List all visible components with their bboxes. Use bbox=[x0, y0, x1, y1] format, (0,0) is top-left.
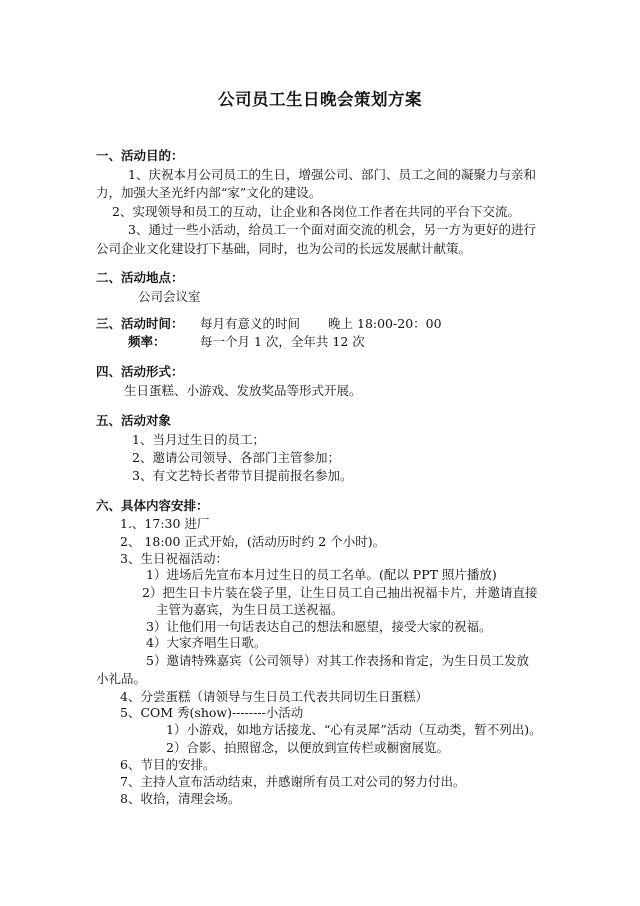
section-heading-schedule: 六、具体内容安排： bbox=[96, 498, 209, 513]
frequency-label: 频率： bbox=[128, 334, 166, 349]
list-item: 4、分尝蛋糕（请领导与生日员工代表共同切生日蛋糕） bbox=[120, 689, 428, 704]
time-description bbox=[200, 315, 442, 333]
sub-list-item-continued: 小礼品。 bbox=[96, 671, 147, 686]
list-item: 5、COM 秀(show)--------小活动 bbox=[120, 705, 304, 720]
paragraph-line: 生日蛋糕、小游戏、发放奖品等形式开展。 bbox=[124, 383, 362, 398]
list-item: 1、当月过生日的员工； bbox=[132, 432, 265, 447]
section-heading-location: 二、活动地点： bbox=[96, 270, 184, 285]
paragraph-line: 2、实现领导和员工的互动，让企业和各岗位工作者在共同的平台下交流。 bbox=[112, 204, 520, 219]
time-value-text: 晚上 18:00-20：00 bbox=[328, 316, 442, 331]
list-item: 3、生日祝福活动： bbox=[120, 551, 228, 566]
section-heading-time: 三、活动时间： bbox=[96, 316, 184, 331]
section-heading-format: 四、活动形式： bbox=[96, 364, 184, 379]
location-text: 公司会议室 bbox=[138, 289, 201, 304]
paragraph-line: 力，加强大圣光纤内部“家”文化的建设。 bbox=[96, 185, 322, 200]
sub-list-item: 1）进场后先宣布本月过生日的员工名单。(配以 PPT 照片播放) bbox=[146, 567, 497, 582]
list-item: 7、主持人宣布活动结束，并感谢所有员工对公司的努力付出。 bbox=[120, 774, 466, 789]
sub-list-item: 4）大家齐唱生日歌。 bbox=[146, 635, 267, 650]
paragraph-line: 1、庆祝本月公司员工的生日，增强公司、部门、员工之间的凝聚力与亲和 bbox=[128, 167, 536, 182]
paragraph-line: 公司企业文化建设打下基础，同时，也为公司的长远发展献计献策。 bbox=[96, 241, 472, 256]
list-item: 8、收拾，清理会场。 bbox=[120, 791, 241, 806]
section-heading-audience: 五、活动对象 bbox=[96, 413, 172, 428]
document-title: 公司员工生日晚会策划方案 bbox=[218, 90, 422, 109]
frequency-value: 每一个月 1 次，全年共 12 次 bbox=[200, 334, 365, 349]
sub-list-item: 3）让他们用一句话表达自己的想法和愿望，接受大家的祝福。 bbox=[146, 619, 492, 634]
time-desc-text: 每月有意义的时间 bbox=[200, 316, 301, 331]
sub-list-item: 1）小游戏，如地方话接龙、“心有灵犀”活动（互动类，暂不列出)。 bbox=[166, 722, 542, 737]
paragraph-line: 3、通过一些小活动，给员工一个面对面交流的机会，另一方为更好的进行 bbox=[128, 222, 536, 237]
list-item: 3、有文艺特长者带节目提前报名参加。 bbox=[132, 468, 353, 483]
list-item: 1.、17:30 进厂 bbox=[120, 516, 210, 531]
list-item: 2、邀请公司领导、各部门主管参加； bbox=[132, 450, 340, 465]
sub-list-item: 5）邀请特殊嘉宾（公司领导）对其工作表扬和肯定，为生日员工发放 bbox=[146, 653, 529, 668]
list-item: 6、节目的安排。 bbox=[120, 757, 216, 772]
section-heading-purpose: 一、活动目的： bbox=[96, 148, 184, 163]
sub-list-item-continued: 主管为嘉宾，为生日员工送祝福。 bbox=[156, 602, 344, 617]
sub-list-item: 2）合影、拍照留念，以便放到宣传栏或橱窗展览。 bbox=[166, 740, 449, 755]
sub-list-item: 2）把生日卡片装在袋子里，让生日员工自己抽出祝福卡片，并邀请直接 bbox=[142, 585, 538, 600]
list-item: 2、 18:00 正式开始，(活动历时约 2 个小时)。 bbox=[120, 534, 386, 549]
